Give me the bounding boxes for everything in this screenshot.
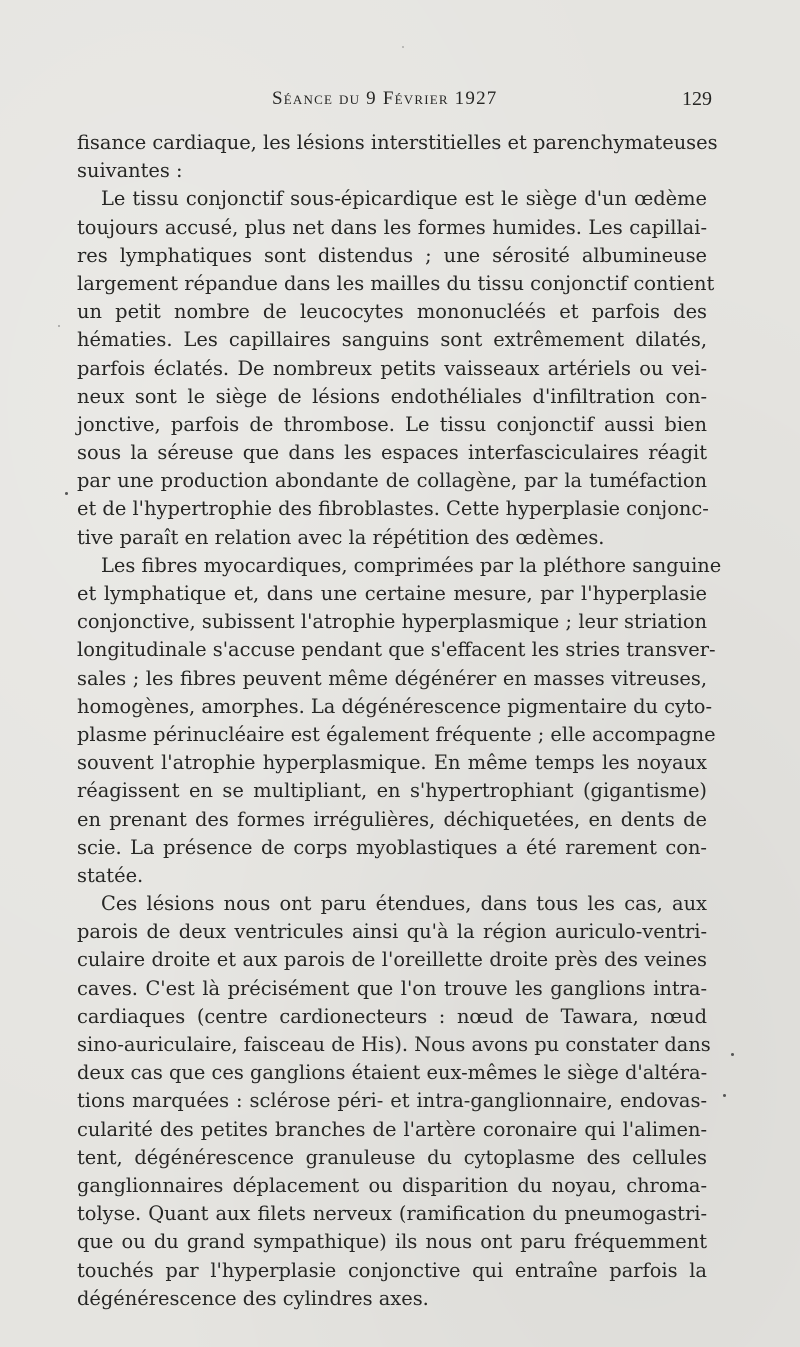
text-line: en prenant des formes irrégulières, déchiquetées, en dents de	[77, 807, 707, 831]
text-line: par une production abondante de collagène, par la tuméfaction	[77, 469, 707, 493]
page-number: 129	[682, 88, 712, 110]
text-line: Le tissu conjonctif sous-épicardique est le siège d'un œdème	[101, 187, 707, 211]
text-line: tolyse. Quant aux filets nerveux (ramification du pneumogastri-	[77, 1202, 707, 1226]
text-line: longitudinale s'accuse pendant que s'effacent les stries transver-	[77, 638, 716, 662]
text-line: un petit nombre de leucocytes mononucléés et parfois des	[77, 300, 707, 324]
text-line: sales ; les fibres peuvent même dégénérer en masses vitreuses,	[77, 666, 707, 690]
text-line: parfois éclatés. De nombreux petits vaisseaux artériels ou vei-	[77, 356, 707, 380]
page-header	[0, 88, 800, 116]
body-text	[77, 129, 722, 1313]
text-line: Ces lésions nous ont paru étendues, dans tous les cas, aux	[101, 892, 707, 916]
text-line: cularité des petites branches de l'artère coronaire qui l'alimen-	[77, 1117, 707, 1141]
text-line: plasme périnucléaire est également fréquente ; elle accompagne	[77, 722, 716, 746]
print-speck	[731, 1053, 734, 1056]
text-line: et de l'hypertrophie des fibroblastes. Cette hyperplasie conjonc-	[77, 497, 709, 521]
text-line: statée.	[77, 863, 144, 887]
text-line: largement répandue dans les mailles du tissu conjonctif contient	[77, 271, 715, 295]
text-line: homogènes, amorphes. La dégénérescence pigmentaire du cyto-	[77, 694, 712, 718]
print-speck	[65, 492, 68, 495]
text-line: ganglionnaires déplacement ou disparition du noyau, chroma-	[77, 1173, 707, 1197]
text-line: tent, dégénérescence granuleuse du cytoplasme des cellules	[77, 1145, 707, 1169]
text-line: neux sont le siège de lésions endothéliales d'infiltration con-	[77, 384, 707, 408]
text-line: conjonctive, subissent l'atrophie hyperplasmique ; leur striation	[77, 610, 707, 634]
text-line: que ou du grand sympathique) ils nous ont paru fréquemment	[77, 1230, 707, 1254]
text-line: Les fibres myocardiques, comprimées par la pléthore sanguine	[101, 553, 722, 577]
text-line: parois de deux ventricules ainsi qu'à la région auriculo-ventri-	[77, 920, 707, 944]
print-speck	[58, 325, 60, 327]
text-line: dégénérescence des cylindres axes.	[77, 1286, 429, 1310]
text-line: fisance cardiaque, les lésions interstitielles et parenchymateuses	[77, 131, 718, 154]
print-speck	[402, 46, 404, 48]
text-line: res lymphatiques sont distendus ; une sérosité albumineuse	[77, 243, 707, 267]
text-line: toujours accusé, plus net dans les formes humides. Les capillai-	[77, 215, 707, 239]
text-line: réagissent en se multipliant, en s'hypertrophiant (gigantisme)	[77, 779, 707, 803]
text-line: culaire droite et aux parois de l'oreillette droite près des veines	[77, 948, 707, 972]
text-line: touchés par l'hyperplasie conjonctive qui entraîne parfois la	[77, 1258, 707, 1282]
text-line: scie. La présence de corps myoblastiques a été rarement con-	[77, 835, 707, 859]
text-line: deux cas que ces ganglions étaient eux-mêmes le siège d'altéra-	[77, 1061, 708, 1085]
text-line: sous la séreuse que dans les espaces interfasciculaires réagit	[77, 441, 707, 465]
text-line: jonctive, parfois de thrombose. Le tissu conjonctif aussi bien	[77, 412, 707, 436]
text-line: suivantes :	[77, 159, 183, 183]
text-line: sino-auriculaire, faisceau de His). Nous avons pu constater dans	[77, 1033, 711, 1056]
running-title: Séance du 9 Février 1927	[272, 88, 498, 109]
text-line: souvent l'atrophie hyperplasmique. En même temps les noyaux	[77, 751, 707, 775]
text-line: hématies. Les capillaires sanguins sont extrêmement dilatés,	[77, 328, 707, 352]
text-line: caves. C'est là précisément que l'on trouve les ganglions intra-	[77, 976, 707, 1000]
text-line: cardiaques (centre cardionecteurs : nœud de Tawara, nœud	[77, 1004, 707, 1028]
print-speck	[723, 1094, 726, 1097]
text-line: et lymphatique et, dans une certaine mesure, par l'hyperplasie	[77, 582, 707, 605]
text-line: tive paraît en relation avec la répétition des œdèmes.	[77, 525, 605, 549]
text-line: tions marquées : sclérose péri- et intra-ganglionnaire, endovas-	[77, 1089, 707, 1113]
